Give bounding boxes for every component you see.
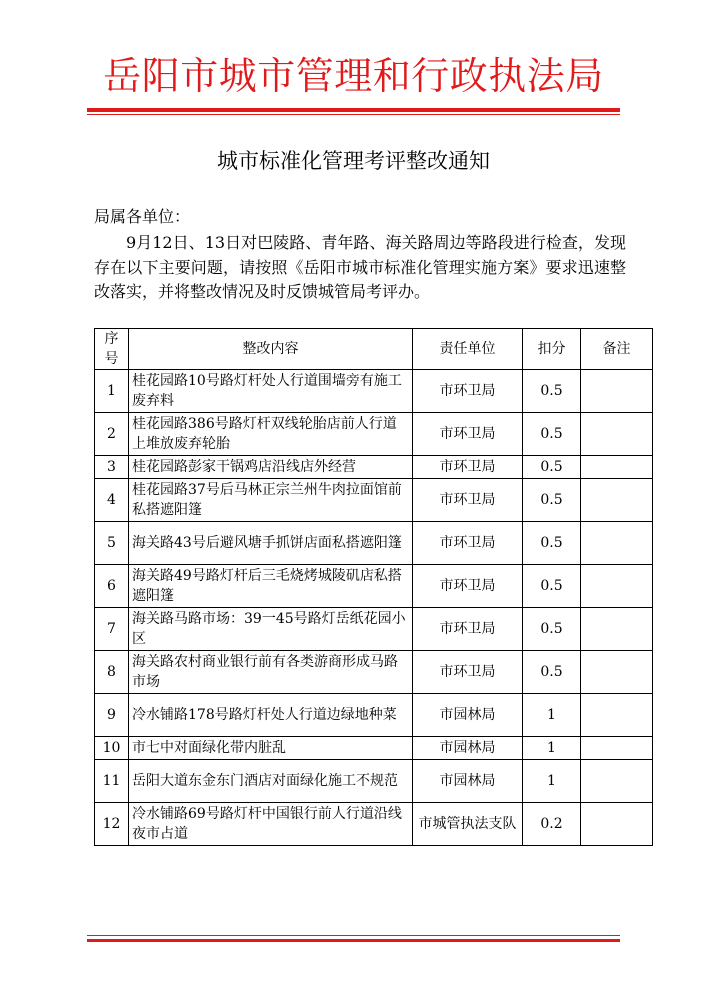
row-content: 海关路49号路灯杆后三毛烧烤城陵矶店私搭遮阳篷 — [129, 565, 413, 608]
row-content: 冷水铺路69号路灯杆中国银行前人行道沿线夜市占道 — [129, 803, 413, 846]
document-title: 城市标准化管理考评整改通知 — [217, 149, 490, 173]
row-score: 0.5 — [523, 413, 581, 456]
table-row — [95, 413, 653, 456]
row-number: 3 — [95, 456, 129, 479]
table-row — [95, 760, 653, 803]
row-content: 市七中对面绿化带内脏乱 — [129, 737, 413, 760]
row-unit: 市环卫局 — [413, 479, 523, 522]
org-header-title: 岳阳市城市管理和行政执法局 — [103, 54, 604, 98]
row-score: 1 — [523, 760, 581, 803]
row-score: 0.5 — [523, 651, 581, 694]
row-content: 桂花园路彭家干锅鸡店沿线店外经营 — [129, 456, 413, 479]
salutation: 局属各单位： — [94, 207, 191, 226]
row-content: 桂花园路10号路灯杆处人行道围墙旁有施工废弃料 — [129, 370, 413, 413]
body-paragraph: 9月12日、13日对巴陵路、青年路、海关路周边等路段进行检查，发现存在以下主要问题，请按照《岳阳市城市标准化管理实施方案》要求迅速整改落实，并将整改情况及时反馈城管局考评办。 — [94, 233, 626, 301]
table-row — [95, 803, 653, 846]
row-unit: 市环卫局 — [413, 413, 523, 456]
footer-divider-thin — [87, 935, 620, 936]
row-unit: 市环卫局 — [413, 608, 523, 651]
row-unit: 市环卫局 — [413, 456, 523, 479]
row-remark — [581, 413, 653, 456]
table-row — [95, 737, 653, 760]
row-unit: 市环卫局 — [413, 565, 523, 608]
row-content: 海关路马路市场：39一45号路灯岳纸花园小区 — [129, 608, 413, 651]
table-row — [95, 479, 653, 522]
row-number: 10 — [95, 737, 129, 760]
row-remark — [581, 803, 653, 846]
table-row — [95, 370, 653, 413]
row-content: 岳阳大道东金东门酒店对面绿化施工不规范 — [129, 760, 413, 803]
row-content: 冷水铺路178号路灯杆处人行道边绿地种菜 — [129, 694, 413, 737]
row-unit: 市园林局 — [413, 694, 523, 737]
row-remark — [581, 565, 653, 608]
row-content: 海关路农村商业银行前有各类游商形成马路市场 — [129, 651, 413, 694]
table-header-row — [95, 329, 653, 370]
row-score: 0.5 — [523, 522, 581, 565]
row-remark — [581, 456, 653, 479]
row-number: 11 — [95, 760, 129, 803]
row-number: 2 — [95, 413, 129, 456]
row-number: 5 — [95, 522, 129, 565]
table-row — [95, 694, 653, 737]
header-remark: 备注 — [581, 329, 653, 370]
row-score: 0.5 — [523, 456, 581, 479]
row-unit: 市园林局 — [413, 760, 523, 803]
row-number: 8 — [95, 651, 129, 694]
row-unit: 市环卫局 — [413, 651, 523, 694]
header-divider-thick — [87, 108, 620, 112]
table-row — [95, 651, 653, 694]
row-score: 0.5 — [523, 370, 581, 413]
rectification-table — [94, 328, 653, 846]
row-remark — [581, 479, 653, 522]
row-score: 1 — [523, 737, 581, 760]
row-score: 1 — [523, 694, 581, 737]
row-unit: 市园林局 — [413, 737, 523, 760]
header-divider-thin — [87, 114, 620, 115]
header-no: 序号 — [95, 329, 129, 370]
row-unit: 市城管执法支队 — [413, 803, 523, 846]
row-score: 0.5 — [523, 479, 581, 522]
row-remark — [581, 694, 653, 737]
row-number: 9 — [95, 694, 129, 737]
table-row — [95, 522, 653, 565]
row-score: 0.2 — [523, 803, 581, 846]
row-content: 桂花园路386号路灯杆双线轮胎店前人行道上堆放废弃轮胎 — [129, 413, 413, 456]
header-content: 整改内容 — [129, 329, 413, 370]
footer-divider-thick — [87, 939, 620, 942]
row-remark — [581, 737, 653, 760]
row-score: 0.5 — [523, 608, 581, 651]
table-row — [95, 565, 653, 608]
header-unit: 责任单位 — [413, 329, 523, 370]
row-score: 0.5 — [523, 565, 581, 608]
row-number: 7 — [95, 608, 129, 651]
row-unit: 市环卫局 — [413, 370, 523, 413]
row-remark — [581, 760, 653, 803]
row-remark — [581, 522, 653, 565]
row-remark — [581, 608, 653, 651]
row-remark — [581, 651, 653, 694]
table-row — [95, 456, 653, 479]
row-content: 海关路43号后避风塘手抓饼店面私搭遮阳篷 — [129, 522, 413, 565]
header-score: 扣分 — [523, 329, 581, 370]
row-remark — [581, 370, 653, 413]
row-unit: 市环卫局 — [413, 522, 523, 565]
row-number: 1 — [95, 370, 129, 413]
row-number: 4 — [95, 479, 129, 522]
row-number: 6 — [95, 565, 129, 608]
table-row — [95, 608, 653, 651]
row-content: 桂花园路37号后马林正宗兰州牛肉拉面馆前私搭遮阳篷 — [129, 479, 413, 522]
row-number: 12 — [95, 803, 129, 846]
